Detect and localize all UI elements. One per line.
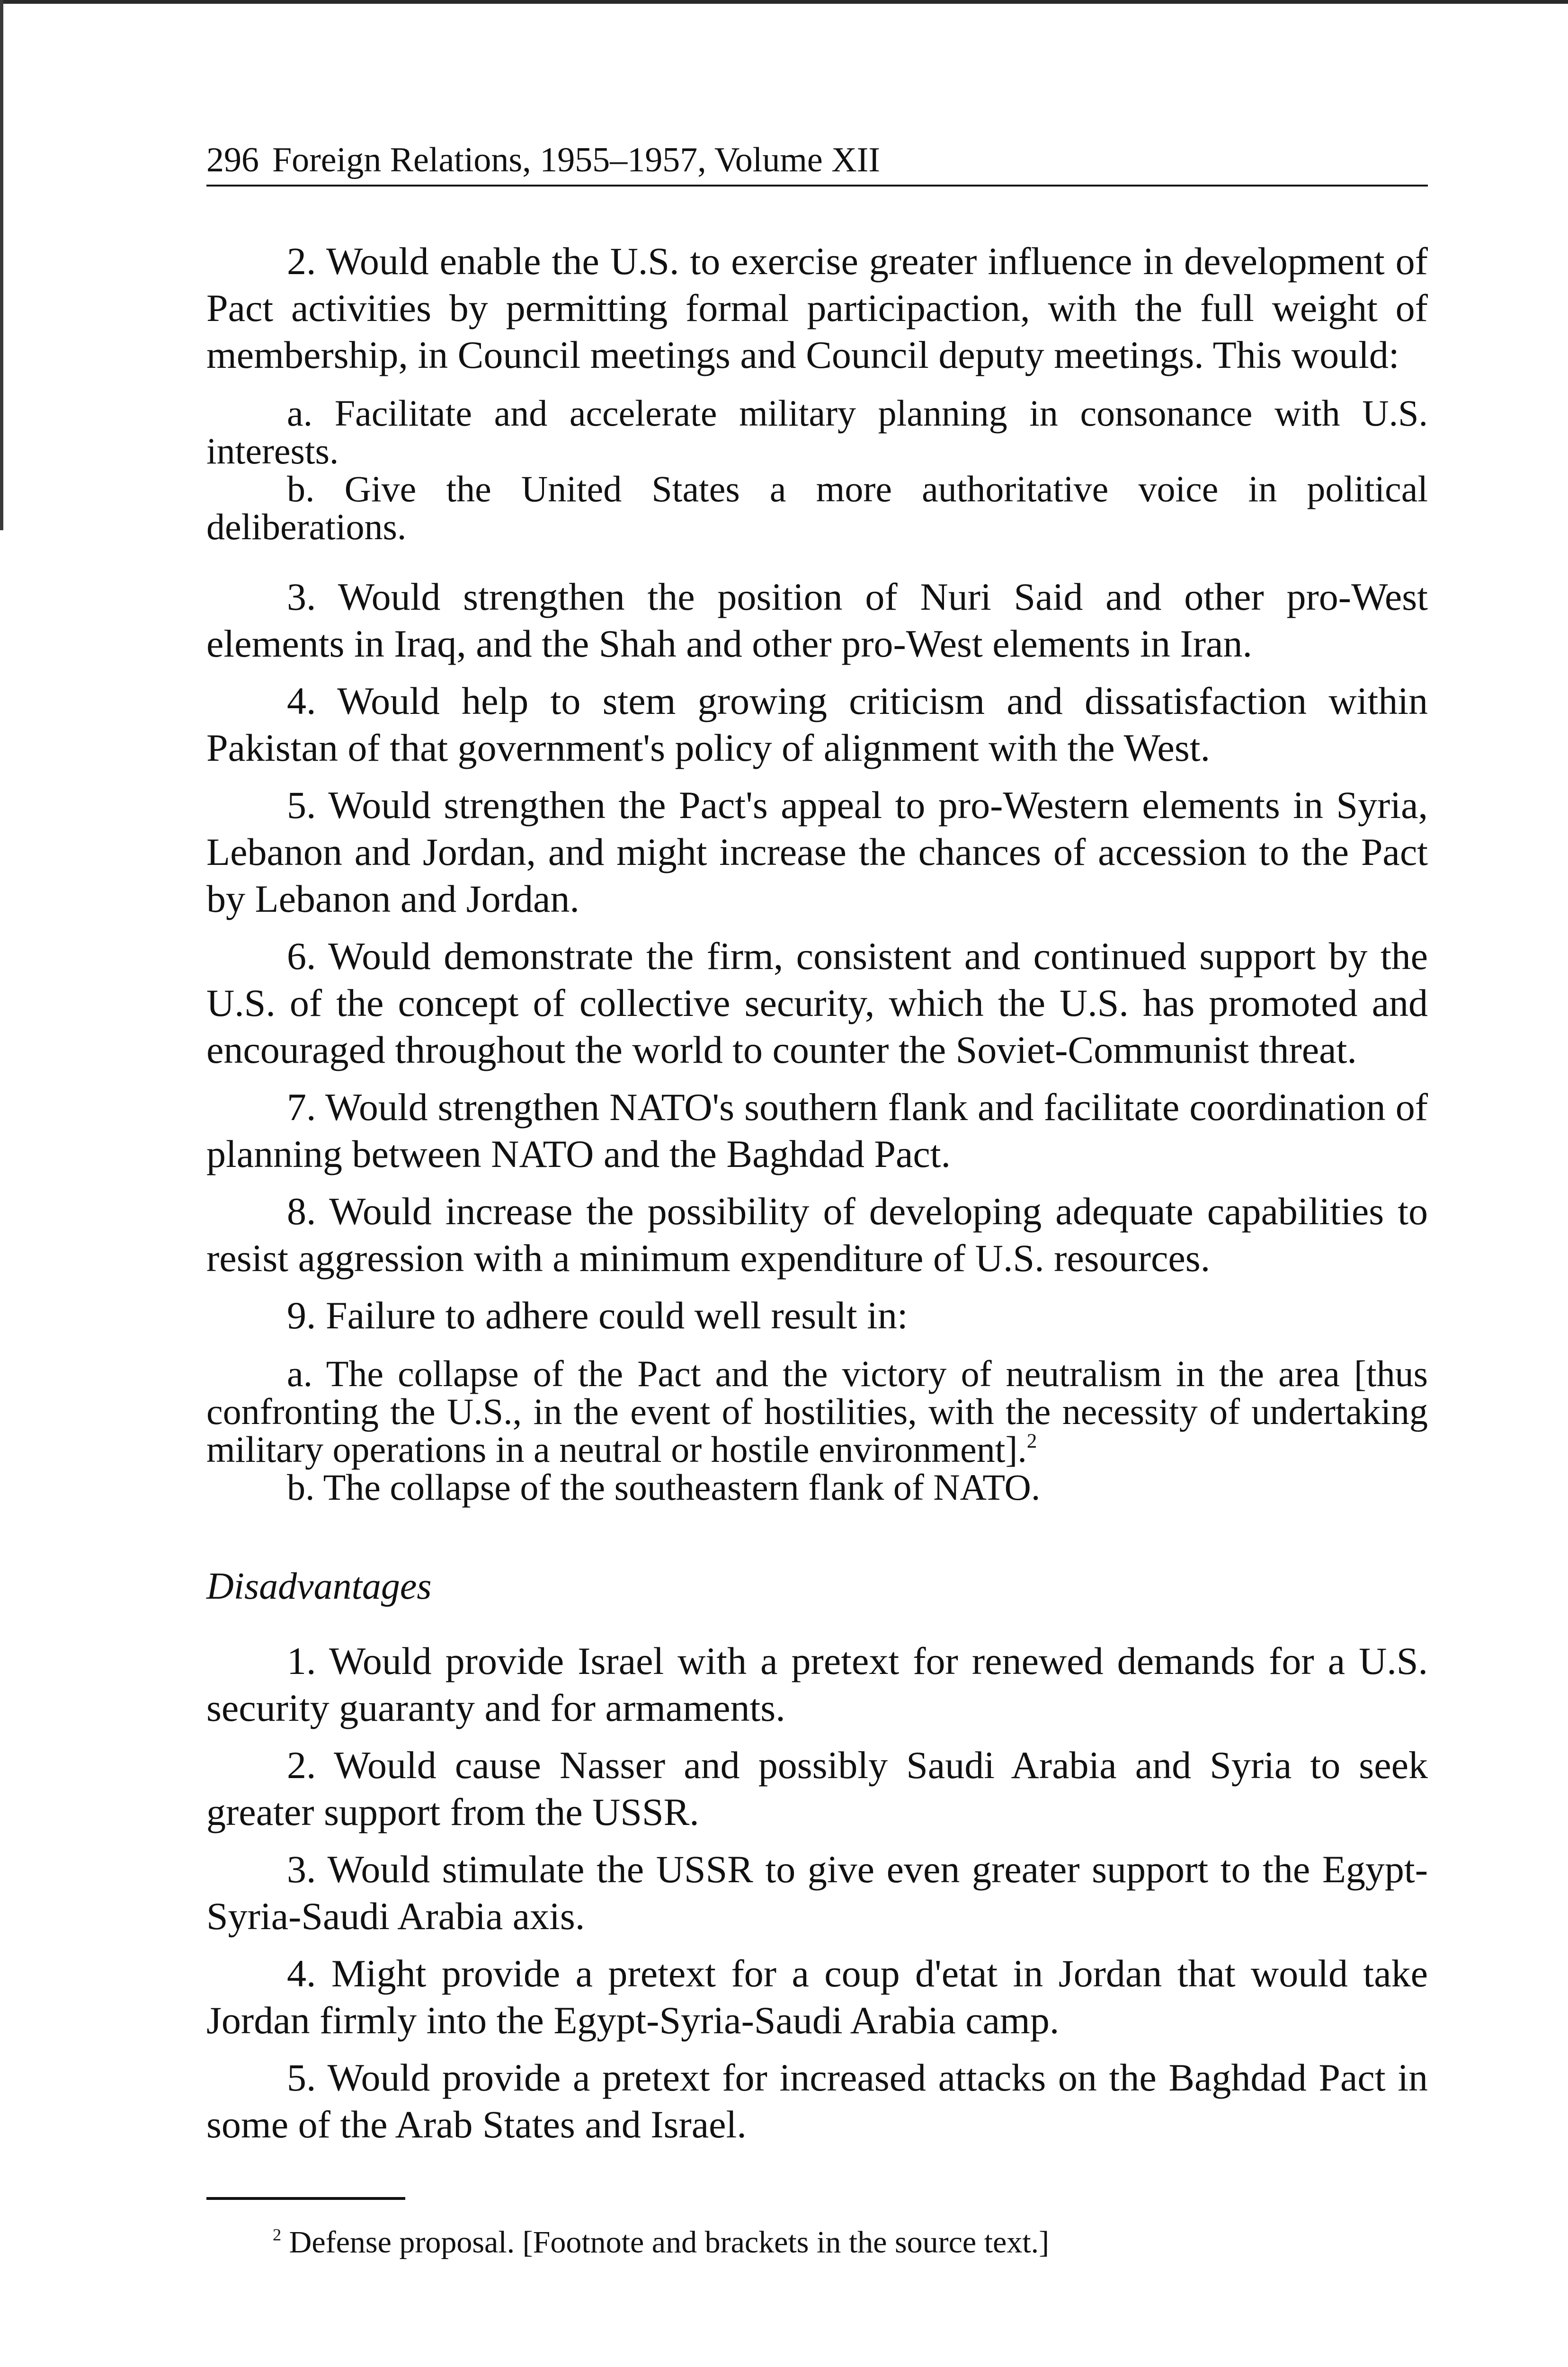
section-heading-disadvantages: Disadvantages [206,1566,432,1607]
page-left-edge [0,0,3,530]
advantage-item-7: 7. Would strengthen NATO's southern flank and facilitate coordination of planning between NATO and the Baghdad Pact. [206,1086,1428,1175]
footnote-text: Defense proposal. [Footnote and brackets in the source text.] [289,2225,1050,2260]
advantage-item-8: 8. Would increase the possibility of developing adequate capabilities to resist aggression with a minimum expenditure of U.S. resources. [206,1190,1428,1280]
disadvantage-item-1: 1. Would provide Israel with a pretext for renewed demands for a U.S. security guaranty and for armaments. [206,1639,1428,1729]
advantage-item-3: 3. Would strengthen the position of Nuri Said and other pro-West elements in Iraq, and the Shah and other pro-West elements in Iran. [206,575,1428,665]
footnote-marker: 2 [273,2225,282,2244]
disadvantage-item-2: 2. Would cause Nasser and possibly Saudi Arabia and Syria to seek greater support from the USSR. [206,1744,1428,1833]
advantage-item-9a [206,1355,1428,1468]
volume-title: Foreign Relations, 1955–1957, Volume XII [272,141,880,179]
advantage-item-9: 9. Failure to adhere could well result in: [287,1294,908,1337]
page-number: 296 [206,141,259,179]
advantage-item-2: 2. Would enable the U.S. to exercise greater influence in development of Pact activities by permitting formal participaction, with the full weight of membership, in Council meetings and Council deputy meetings. This would: [206,240,1428,376]
advantage-item-9-subitems [206,1355,1428,1506]
advantage-item-9a-text: a. The collapse of the Pact and the victory of neutralism in the area [thus confronting the U.S., in the event of hostilities, with the necessity of undertaking military operations in a neutral or hostile environment]. [206,1353,1428,1470]
page-top-edge [0,0,1568,4]
advantage-item-4: 4. Would help to stem growing criticism and dissatisfaction within Pakistan of that government's policy of alignment with the West. [206,679,1428,769]
document-body [206,238,1428,2148]
footnote-reference[interactable]: 2 [1026,1430,1037,1452]
advantage-item-2a: a. Facilitate and accelerate military planning in consonance with U.S. interests. [206,392,1428,472]
advantage-item-2b: b. Give the United States a more authoritative voice in political deliberations. [206,468,1428,547]
running-head [206,137,1428,183]
advantage-item-9b: b. The collapse of the southeastern flank of NATO. [287,1467,1041,1508]
disadvantage-item-5: 5. Would provide a pretext for increased attacks on the Baghdad Pact in some of the Arab States and Israel. [206,2056,1428,2146]
footnote-rule [206,2197,405,2200]
disadvantage-item-4: 4. Might provide a pretext for a coup d'etat in Jordan that would take Jordan firmly into the Egypt-Syria-Saudi Arabia camp. [206,1952,1428,2042]
advantage-item-6: 6. Would demonstrate the firm, consistent and continued support by the U.S. of the concept of collective security, which the U.S. has promoted and encouraged throughout the world to counter the Soviet-Communist threat. [206,934,1428,1071]
document-page [206,137,1428,2262]
disadvantage-item-3: 3. Would stimulate the USSR to give even greater support to the Egypt-Syria-Saudi Arabia axis. [206,1848,1428,1938]
header-rule [206,185,1428,187]
advantage-item-5: 5. Would strengthen the Pact's appeal to pro-Western elements in Syria, Lebanon and Jordan, and might increase the chances of accession to the Pact by Lebanon and Jordan. [206,783,1428,920]
advantage-item-2-subitems [206,394,1428,546]
footnote [206,2223,1428,2262]
